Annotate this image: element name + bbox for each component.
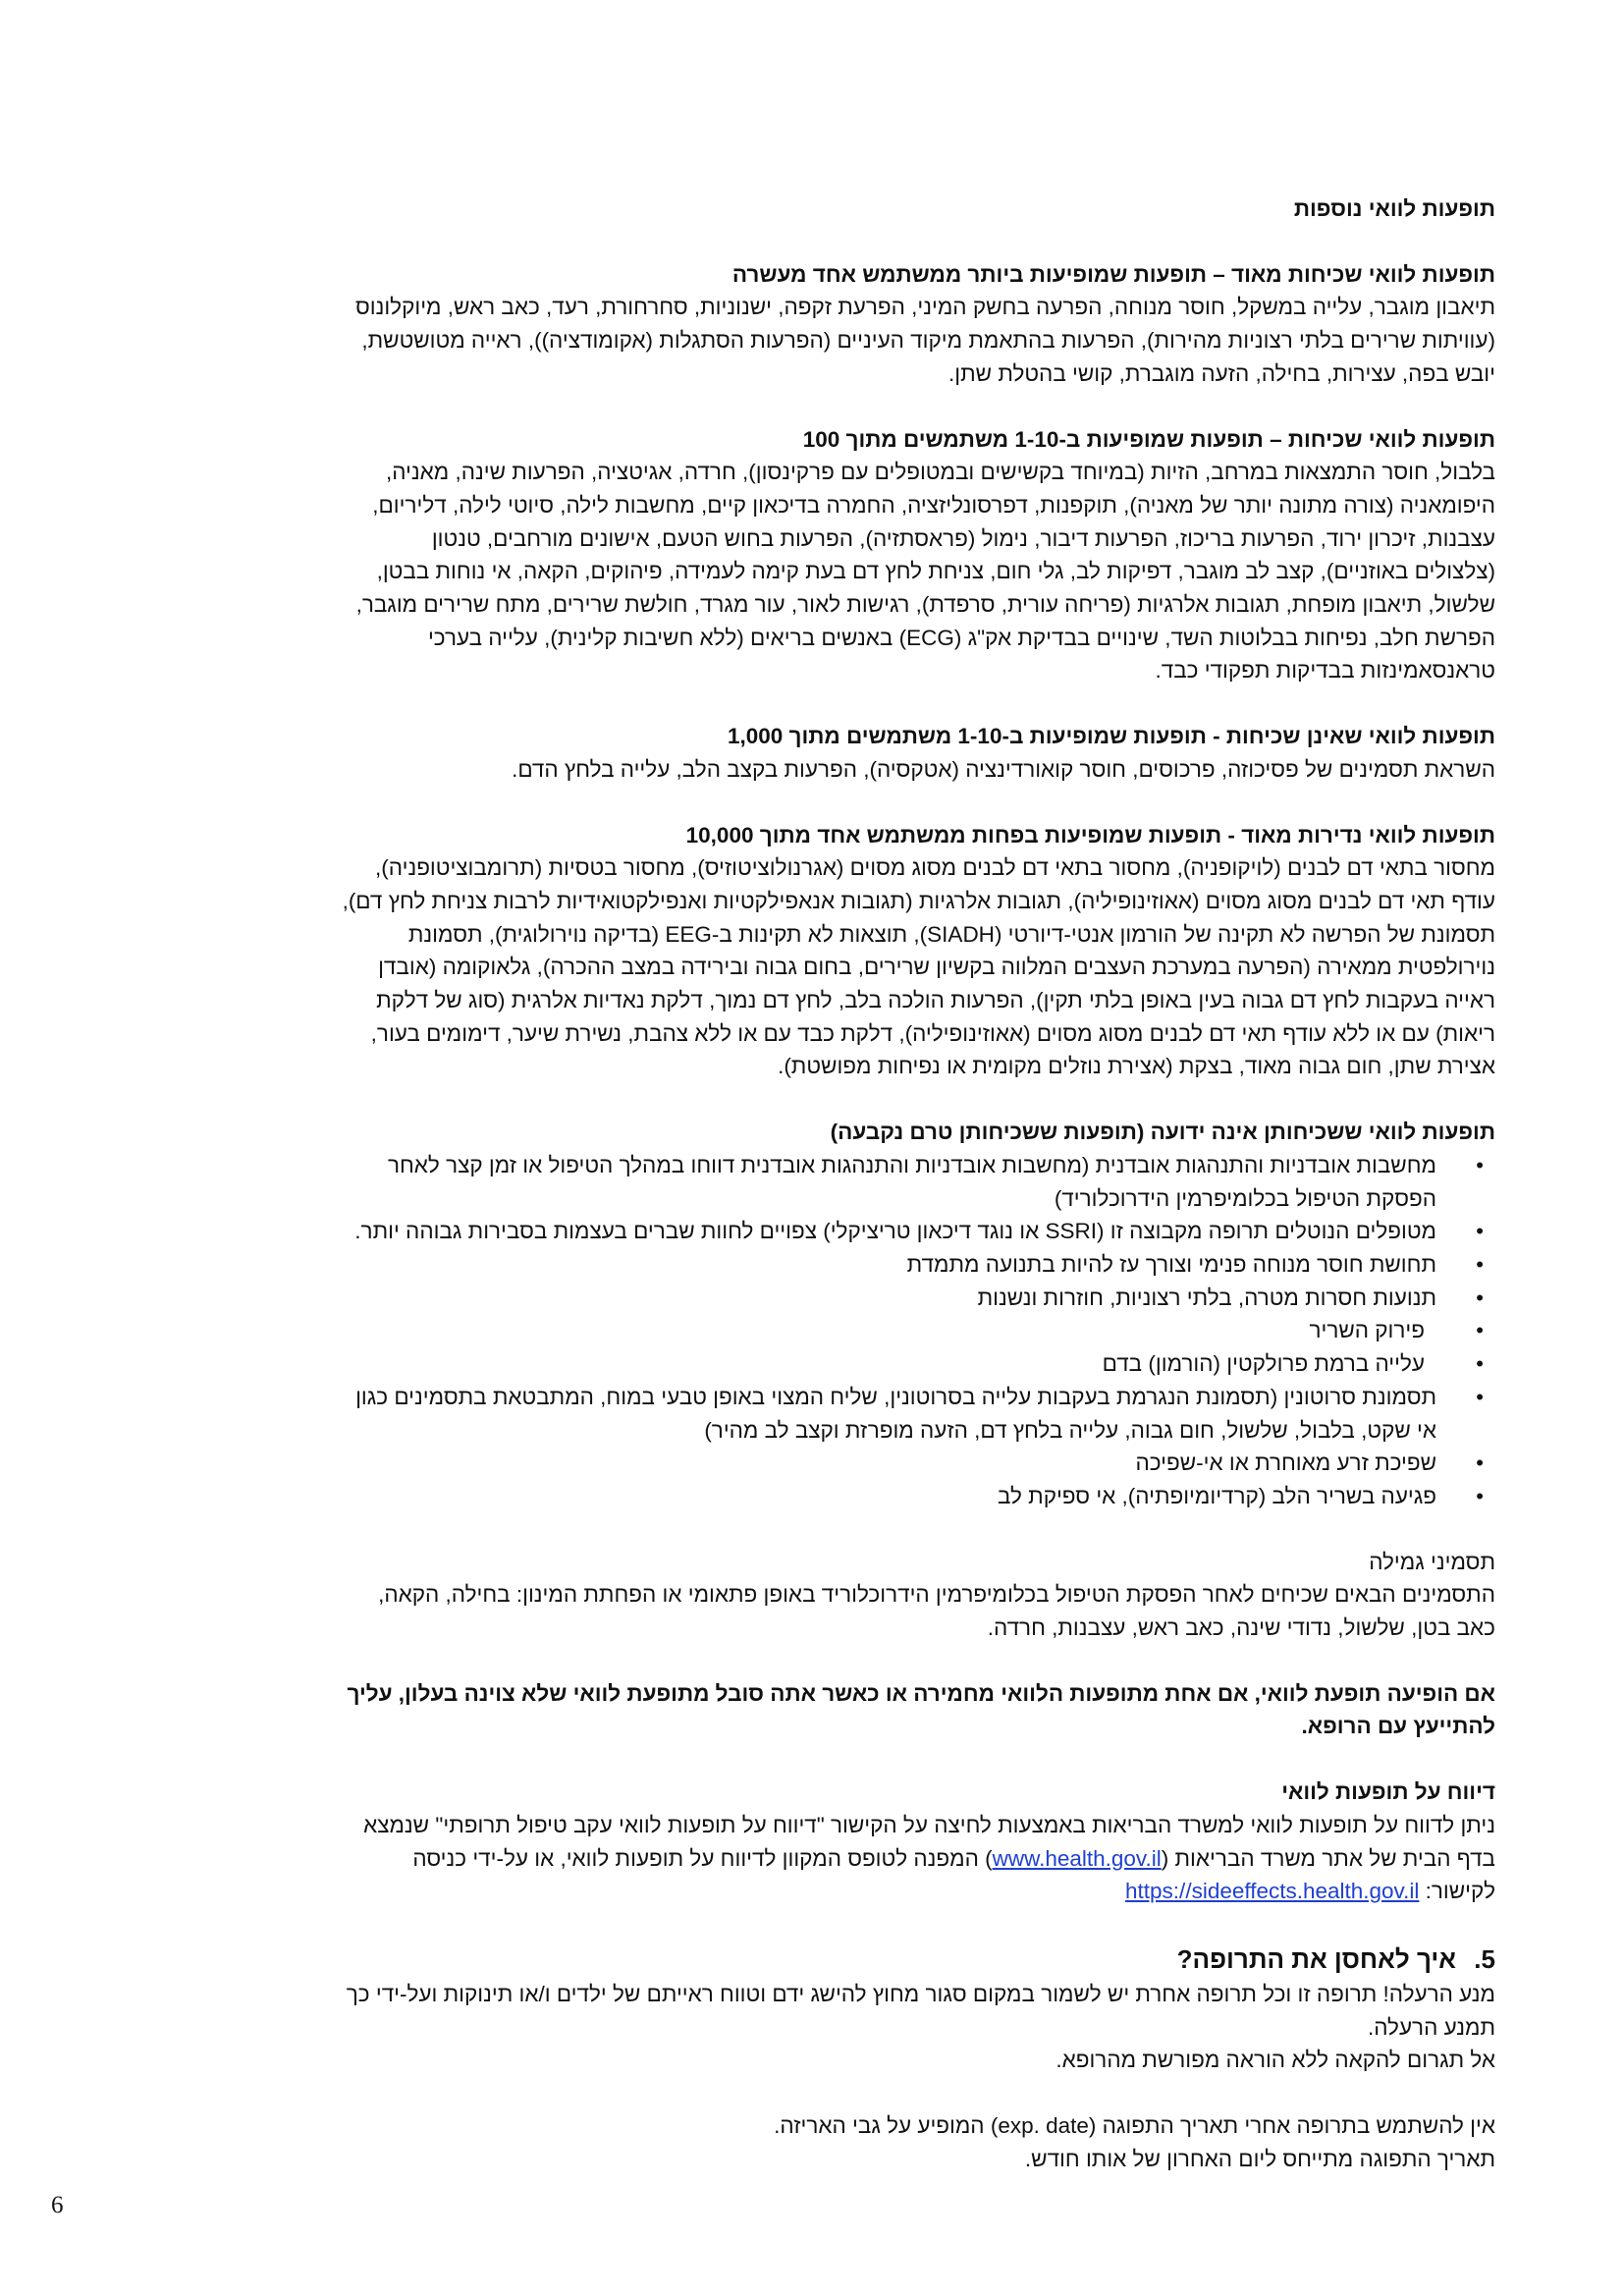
storage-heading bbox=[157, 1941, 1495, 1978]
very-rare-line: תסמונת של הפרשה לא תקינה של הורמון אנטי-דיורטי (SIADH), תוצאות לא תקינות ב-EEG (בדיקה נוירולוגית), תסמונת bbox=[407, 921, 1495, 947]
list-item-text: תחושת חוסר מנוחה פנימי וצורך עז להיות בתנועה מתמדת bbox=[906, 1251, 1436, 1277]
withdrawal-line: התסמינים הבאים שכיחים לאחר הפסקת הטיפול בכלומיפרמין הידרוכלוריד באופן פתאומי או הפחתת המינון: בחילה, הקאה, bbox=[378, 1582, 1495, 1608]
common-line: עצבנות, זיכרון ירוד, הפרעות בריכוז, הפרעות דיבור, נימול (פראסתזיה), הפרעות בחוש הטעם, אישונים מורחבים, טנטון bbox=[431, 525, 1495, 551]
reporting-section bbox=[157, 1776, 1495, 1908]
list-item-text: תסמונת סרוטונין (תסמונת הנגרמת בעקבות עלייה בסרוטונין, שליח המצוי באופן טבעי במוח, המתבטאת בתסמינים כגון bbox=[355, 1384, 1436, 1409]
list-item-text: מחשבות אובדניות והתנהגות אובדנית (מחשבות אובדניות והתנהגות אובדנית דווחו במהלך הטיפול או זמן קצר לאחר bbox=[387, 1152, 1436, 1177]
storage-line: תמנע הרעלה. bbox=[1367, 2014, 1495, 2040]
warning-line: אם הופיעה תופעת לוואי, אם אחת מתופעות הלוואי מחמירה או כאשר אתה סובל מתופעת לוואי שלא צוינה בעלון, עליך bbox=[347, 1680, 1495, 1706]
list-item-text: מטופלים הנוטלים תרופה מקבוצה זו (SSRI או נוגד דיכאון טריציקלי) צפויים לחוות שברים בעצמות בסבירות גבוהה יותר. bbox=[354, 1219, 1436, 1244]
page-number: 6 bbox=[51, 2192, 64, 2218]
bullet-icon: • bbox=[1476, 1483, 1484, 1508]
storage-line: אל תגרום להקאה ללא הוראה מפורשת מהרופא. bbox=[1056, 2048, 1495, 2073]
bullet-icon: • bbox=[1476, 1251, 1484, 1277]
very-rare-line: מחסור בתאי דם לבנים (לויקופניה), מחסור בתאי דם לבנים מסוג מסוים (אגרנולוציטוזיס), מחסור בטסיות (תרומבוציטופניה), bbox=[375, 855, 1495, 881]
uncommon-section bbox=[157, 720, 1495, 786]
very-common-line: יובש בפה, עצירות, בחילה, הזעה מוגברת, קושי בהטלת שתן. bbox=[948, 360, 1495, 386]
reporting-line bbox=[157, 1875, 1495, 1908]
unknown-frequency-list bbox=[157, 1149, 1495, 1513]
bullet-icon: • bbox=[1476, 1152, 1484, 1177]
list-item bbox=[157, 1347, 1495, 1381]
very-rare-section bbox=[157, 819, 1495, 1084]
common-section bbox=[157, 423, 1495, 688]
list-item-text: פירוק השריר bbox=[1309, 1318, 1425, 1343]
bullet-icon: • bbox=[1476, 1318, 1484, 1343]
list-item-text: עלייה ברמת פרולקטין (הורמון) בדם bbox=[1102, 1351, 1425, 1377]
list-item bbox=[157, 1248, 1495, 1282]
common-line: שלשול, תיאבון מופחת, תגובות אלרגיות (פריחה עורית, סרפדת), רגישות לאור, עור מגרד, חולשת שרירים, מתח שרירים מוגבר, bbox=[355, 592, 1495, 618]
consult-doctor-warning bbox=[157, 1677, 1495, 1743]
reporting-text: לקישור: bbox=[1419, 1879, 1495, 1904]
bullet-icon: • bbox=[1476, 1351, 1484, 1377]
common-heading: תופעות לוואי שכיחות – תופעות שמופיעות ב-1-10 משתמשים מתוך 100 bbox=[802, 426, 1495, 452]
very-common-line: (עוויתות שרירים בלתי רצוניות מהירות), הפרעות בהתאמת מיקוד העיניים (הפרעות הסתגלות (אקומודציה)), ראייה מטושטשת, bbox=[361, 328, 1495, 354]
withdrawal-line: כאב בטן, שלשול, נדודי שינה, כאב ראש, עצבנות, חרדה. bbox=[987, 1615, 1495, 1641]
bullet-icon: • bbox=[1476, 1384, 1484, 1409]
withdrawal-section bbox=[157, 1546, 1495, 1645]
storage-line: תאריך התפוגה מתייחס ליום האחרון של אותו חודש. bbox=[1024, 2146, 1495, 2171]
reporting-line: ניתן לדווח על תופעות לוואי למשרד הבריאות באמצעות לחיצה על הקישור "דיווח על תופעות לוואי עקב טיפול תרופתי" שנמצא bbox=[363, 1812, 1495, 1837]
common-line: (צלצולים באוזניים), קצב לב מוגבר, דפיקות לב, גלי חום, צניחת לחץ דם בעת קימה לעמידה, פיהוקים, הקאה, אי נוחות בבטן, bbox=[376, 559, 1495, 584]
uncommon-line: השראת תסמינים של פסיכוזה, פרכוסים, חוסר קואורדינציה (אטקסיה), הפרעות בקצב הלב, עלייה בלחץ הדם. bbox=[512, 756, 1495, 782]
storage-line: אין להשתמש בתרופה אחרי תאריך התפוגה (exp. date) המופיע על גבי האריזה. bbox=[774, 2113, 1495, 2139]
health-gov-link[interactable]: www.health.gov.il bbox=[992, 1845, 1162, 1871]
uncommon-heading: תופעות לוואי שאינן שכיחות - תופעות שמופיעות ב-1-10 משתמשים מתוך 1,000 bbox=[727, 724, 1495, 749]
list-item bbox=[157, 1282, 1495, 1315]
very-common-section bbox=[157, 258, 1495, 391]
very-common-line: תיאבון מוגבר, עלייה במשקל, חוסר מנוחה, הפרעה בחשק המיני, הפרעת זקפה, ישנוניות, סחרחורת, רעד, כאב ראש, מיוקלונוס bbox=[354, 295, 1495, 320]
sideeffects-link[interactable]: https://sideeffects.health.gov.il bbox=[1125, 1879, 1420, 1904]
reporting-line bbox=[157, 1842, 1495, 1876]
list-item bbox=[157, 1480, 1495, 1513]
list-item bbox=[157, 1381, 1495, 1447]
document-page bbox=[157, 192, 1495, 2175]
common-line: בלבול, חוסר התמצאות במרחב, הזיות (במיוחד בקשישים ובמטופלים עם פרקינסון), חרדה, אגיטציה, הפרעות שינה, מאניה, bbox=[386, 460, 1495, 485]
list-item bbox=[157, 1215, 1495, 1248]
reporting-text: ) המפנה לטופס המקוון לדיווח על תופעות לוואי, או על-ידי כניסה bbox=[412, 1845, 993, 1871]
unknown-frequency-heading: תופעות לוואי ששכיחותן אינה ידועה (תופעות ששכיחותן טרם נקבעה) bbox=[830, 1120, 1495, 1145]
very-rare-line: ראייה בעקבות לחץ דם גבוה בעין באופן בלתי תקין), הפרעות הולכה בלב, לחץ דם נמוך, דלקת נאדיות אלרגית (סוג של דלקת bbox=[376, 988, 1495, 1013]
storage-section bbox=[157, 1941, 1495, 2176]
list-item-text: פגיעה בשריר הלב (קרדיומיופתיה), אי ספיקת לב bbox=[997, 1483, 1436, 1508]
common-line: היפומאניה (צורה מתונה יותר של מאניה), תוקפנות, דפרסונליזציה, החמרה בדיכאון קיים, מחשבות לילה, סיוטי לילה, דליריום, bbox=[372, 492, 1495, 518]
list-item-text: אי שקט, בלבול, שלשול, חום גבוה, עלייה בלחץ דם, הזעה מופרזת וקצב לב מהיר) bbox=[704, 1417, 1436, 1443]
very-common-heading: תופעות לוואי שכיחות מאוד – תופעות שמופיעות ביותר ממשתמש אחד מעשרה bbox=[731, 261, 1495, 287]
list-item bbox=[157, 1314, 1495, 1347]
bullet-icon: • bbox=[1476, 1219, 1484, 1244]
common-line: הפרשת חלב, נפיחות בבלוטות השד, שינויים בבדיקת אק"ג (ECG) באנשים בריאים (ללא חשיבות קלינית), עלייה בערכי bbox=[427, 625, 1495, 650]
bullet-icon: • bbox=[1476, 1285, 1484, 1310]
very-rare-line: ריאות) עם או ללא עודף תאי דם לבנים מסוג מסוים (אאוזינופיליה), דלקת כבד עם או ללא צהבת, נשירת שיער, דימומים בעור, bbox=[370, 1020, 1495, 1046]
bullet-icon: • bbox=[1476, 1450, 1484, 1476]
list-item bbox=[157, 1447, 1495, 1480]
unknown-frequency-section bbox=[157, 1116, 1495, 1512]
list-item bbox=[157, 1149, 1495, 1215]
withdrawal-heading: תסמיני גמילה bbox=[1369, 1549, 1495, 1574]
reporting-text: בדף הבית של אתר משרד הבריאות ( bbox=[1161, 1845, 1495, 1871]
section-title: איך לאחסן את התרופה? bbox=[1176, 1943, 1456, 1974]
warning-line: להתייעץ עם הרופא. bbox=[1301, 1714, 1495, 1739]
list-item-text: שפיכת זרע מאוחרת או אי-שפיכה bbox=[1135, 1450, 1436, 1476]
storage-line: מנע הרעלה! תרופה זו וכל תרופה אחרת יש לשמור במקום סגור מחוץ להישג ידם וטווח ראייתם של ילדים ו/או תינוקות ועל-ידי כך bbox=[346, 1981, 1495, 2006]
very-rare-heading: תופעות לוואי נדירות מאוד - תופעות שמופיעות בפחות ממשתמש אחד מתוך 10,000 bbox=[685, 822, 1495, 847]
list-item-text: תנועות חסרות מטרה, בלתי רצוניות, חוזרות ונשנות bbox=[977, 1285, 1436, 1310]
very-rare-line: אצירת שתן, חום גבוה מאוד, בצקת (אצירת נוזלים מקומית או נפיחות מפושטת). bbox=[778, 1054, 1495, 1079]
list-item-text: הפסקת הטיפול בכלומיפרמין הידרוכלוריד) bbox=[1054, 1185, 1436, 1211]
additional-side-effects-heading: תופעות לוואי נוספות bbox=[1293, 196, 1495, 221]
section-number: 5. bbox=[1474, 1943, 1495, 1974]
very-rare-line: עודף תאי דם לבנים מסוג מסוים (אאוזינופיליה), תגובות אלרגיות (תגובות אנאפילקטיות ואנפילקטואידיות לרבות צניחת לחץ דם), bbox=[342, 888, 1495, 913]
common-line: טראנסאמינזות בבדיקות תפקודי כבד. bbox=[1155, 658, 1495, 683]
reporting-heading: דיווח על תופעות לוואי bbox=[1281, 1779, 1495, 1805]
very-rare-line: נוירולפטית ממאירה (הפרעה במערכת העצבים המלווה בקשיון שרירים, בחום גבוה ובירידה במצב ההכרה), גלאוקומה (אובדן bbox=[378, 955, 1495, 980]
